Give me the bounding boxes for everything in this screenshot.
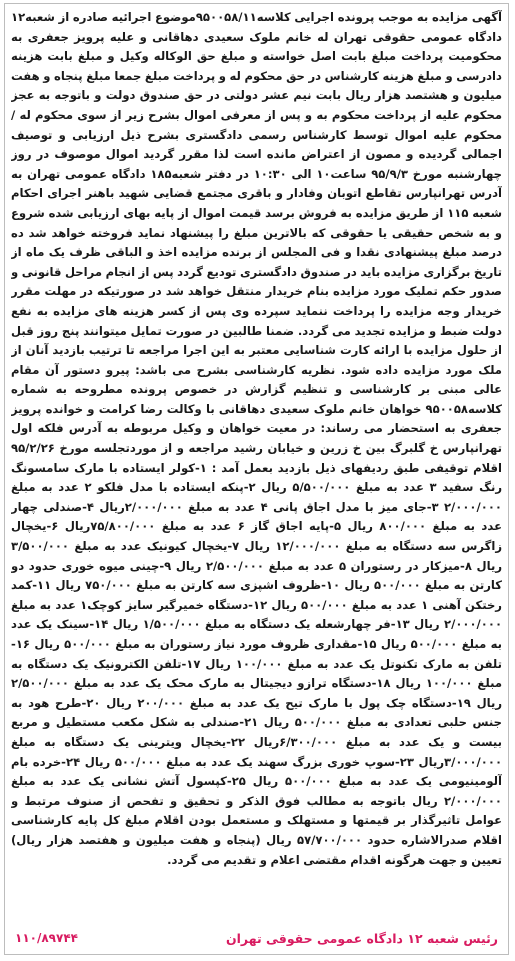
notice-body xyxy=(11,8,502,925)
court-signature: رئیس شعبه ۱۲ دادگاه عمومی حقوقی تهران xyxy=(225,930,498,946)
notice-code: ۱۱۰/۸۹۷۴۴ xyxy=(15,931,78,945)
notice-footer xyxy=(11,925,502,951)
notice-paragraph: آگهی مزایده به موجب پرونده اجرایی کلاسه۹۵۰۰۵۸/۱۱موضوع اجرائیه صادره از شعبه۱۲ دادگاه عمومی حقوقی تهران له خانم ملوک سعیدی دهاقانی و علیه پرویز جعفری به محکومیت پرداخت مبلغ بابت اصل خواسته و مبلغ حق الوکاله وکیل و مبلغ بابت هزینه دادرسی و مبلغ هزینه کارشناس در حق محکوم له و پرداخت مبلغ جمعا مبلغ پنجاه و هفت میلیون و هشتصد هزار ریال بابت نیم عشر دولتی در حق صندوق دولت و باتوجه به عجز محکوم علیه از پرداخت محکوم به و پس از معرفی اموال بشرح زیر از سوی محکوم له / محکوم علیه اموال توسط کارشناس رسمی دادگستری بشرح ذیل ارزیابی و توصیف اجمالی گردیده و مصون از اعتراض مانده است لذا مقرر گردید اموال موصوف در روز چهارشنبه مورخ ۹۵/۹/۳ ساعت۱۰ الی ۱۰:۳۰ در دفتر شعبه۱۸۵ دادگاه عمومی تهران به آدرس تهرانپارس تقاطع اتوبان وفادار و باقری مجتمع قضایی شهید باهنر اجرای احکام شعبه ۱۱۵ از طریق مزایده به فروش برسد قیمت اموال از پایه بهای ارزیابی شده شروع و به شخص حقیقی یا حقوقی که بالاترین مبلغ را پیشنهاد نماید فروخته خواهد شد ده درصد مبلغ پیشنهادی نقدا و فی المجلس از برنده مزایده اخذ و الباقی ظرف یک ماه از تاریخ برگزاری مزایده باید در صندوق دادگستری تودیع گردد پس از انجام مراحل قانونی و صدور حکم تملیک مورد مزایده بنام خریدار منتقل خواهد شد در صورتیکه در مهلت مقرر خریدار وجه مزایده را پرداخت ننماید سپرده وی پس از کسر هزینه های مزایده به نفع دولت ضبط و مزایده تجدید می گردد. ضمنا طالبین در صورت تمایل میتوانند پنج روز قبل از حلول مزایده با ارائه کارت شناسایی معتبر به این اجرا مراجعه تا ترتیب بازدید آنان از ملک مورد مزایده داده شود. نظریه کارشناسی بشرح می باشد: پیرو دستور آن مقام عالی مبنی بر کارشناسی و تنظیم گزارش در خصوص پرونده مطروحه به شماره کلاسه۹۵۰۰۵۸ خواهان خانم ملوک سعیدی دهاقانی با وکالت رضا کرامت و خوانده پرویز جعفری به استحضار می رساند: در معیت خواهان و وکیل مربوطه به آدرس فلکه اول تهرانپارس خ گلبرگ بین خ زرین و خیابان رشید مراجعه و از موردتجلسه مورخ ۹۵/۲/۲۶ اقلام توقیفی طبق ردیفهای ذیل بازدید بعمل آمد : ۱-کولر ایستاده با مارک سامسونگ رنگ سفید ۳ عدد به مبلغ ۵/۵۰۰/۰۰۰ ریال ۲-پنکه ایستاده با مدل فلکو ۲ عدد به مبلغ ۲/۰۰۰/۰۰۰ ۳-جای میز با مدل اجاق پانی ۴ عدد به مبلغ ۲/۰۰۰/۰۰۰ریال ۴-صندلی چهار عدد به مبلغ ۸۰۰/۰۰۰ ریال ۵-پایه اجاق گاز ۶ عدد به مبلغ ۷۵/۸۰۰/۰۰۰ریال ۶-یخچال زاگرس سه دستگاه به مبلغ ۱۲/۰۰۰/۰۰۰ ریال ۷-یخچال کیونیک عدد به مبلغ ۳/۵۰۰/۰۰۰ ریال ۸-میزکار در رستوران ۵ عدد به مبلغ ۲/۵۰۰/۰۰۰ ریال ۹-چینی میوه خوری حدود دو کارتن به مبلغ ۵۰۰/۰۰۰ ریال ۱۰-ظروف اشپزی سه کارتن به مبلغ ۷۵۰/۰۰۰ ریال ۱۱-کمد رختکن آهنی ۱ عدد به مبلغ ۵۰۰/۰۰۰ ریال ۱۲-دستگاه خمیرگیر سایز کوچک۱ عدد به مبلغ ۲/۰۰۰/۰۰۰ ریال ۱۳-فر چهارشعله یک دستگاه به مبلغ ۱/۵۰۰/۰۰۰ ریال ۱۴-سینک یک عدد به مبلغ ۵۰۰/۰۰۰ ریال ۱۵-مقداری ظروف مورد نیاز رستوران به مبلغ ۵۰۰/۰۰۰ ریال ۱۶-تلفن به مارک تکنوتل یک عدد به مبلغ ۱۰۰/۰۰۰ ریال ۱۷-تلفن الکترونیک یک دستگاه به مبلغ ۱۰۰/۰۰۰ ریال ۱۸-دستگاه ترازو دیجیتال به مارک محک یک عدد به مبلغ ۲/۵۰۰/۰۰۰ ریال ۱۹-دستگاه چک پول با مارک تیح یک عدد به مبلغ ۲۰۰/۰۰۰ ریال ۲۰-طرح هود به جنس حلبی تعدادی به مبلغ ۵۰۰/۰۰۰ ریال ۲۱-صندلی به شکل مکعب مستطیل و مربع بیست و یک عدد به مبلغ ۶/۳۰۰/۰۰۰ریال ۲۲-یخچال ویترینی یک دستگاه به مبلغ ۳/۰۰۰/۰۰۰ریال ۲۳-سوپ خوری بزرگ سهند یک عدد به مبلغ ۵۰۰/۰۰۰ ریال ۲۴-خرده بام آلومینیومی یک عدد به مبلغ ۵۰۰/۰۰۰ ریال ۲۵-کپسول آتش نشانی یک عدد به مبلغ ۲/۰۰۰/۰۰۰ ریال باتوجه به مطالب فوق الذکر و تحقیق و تفحص از صنوف مرتبط و عوامل تاثیرگذار بر قیمتها و مستهلک و مستعمل بودن اقلام مبلغ کل پایه کارشناسی اقلام صدرالاشاره حدود ۵۷/۷۰۰/۰۰۰ ریال (پنجاه و هفت میلیون و هفتصد هزار ریال) تعیین و جهت هرگونه اقدام مقتضی اعلام و تقدیم می گردد. xyxy=(11,10,502,867)
auction-notice xyxy=(4,3,509,955)
